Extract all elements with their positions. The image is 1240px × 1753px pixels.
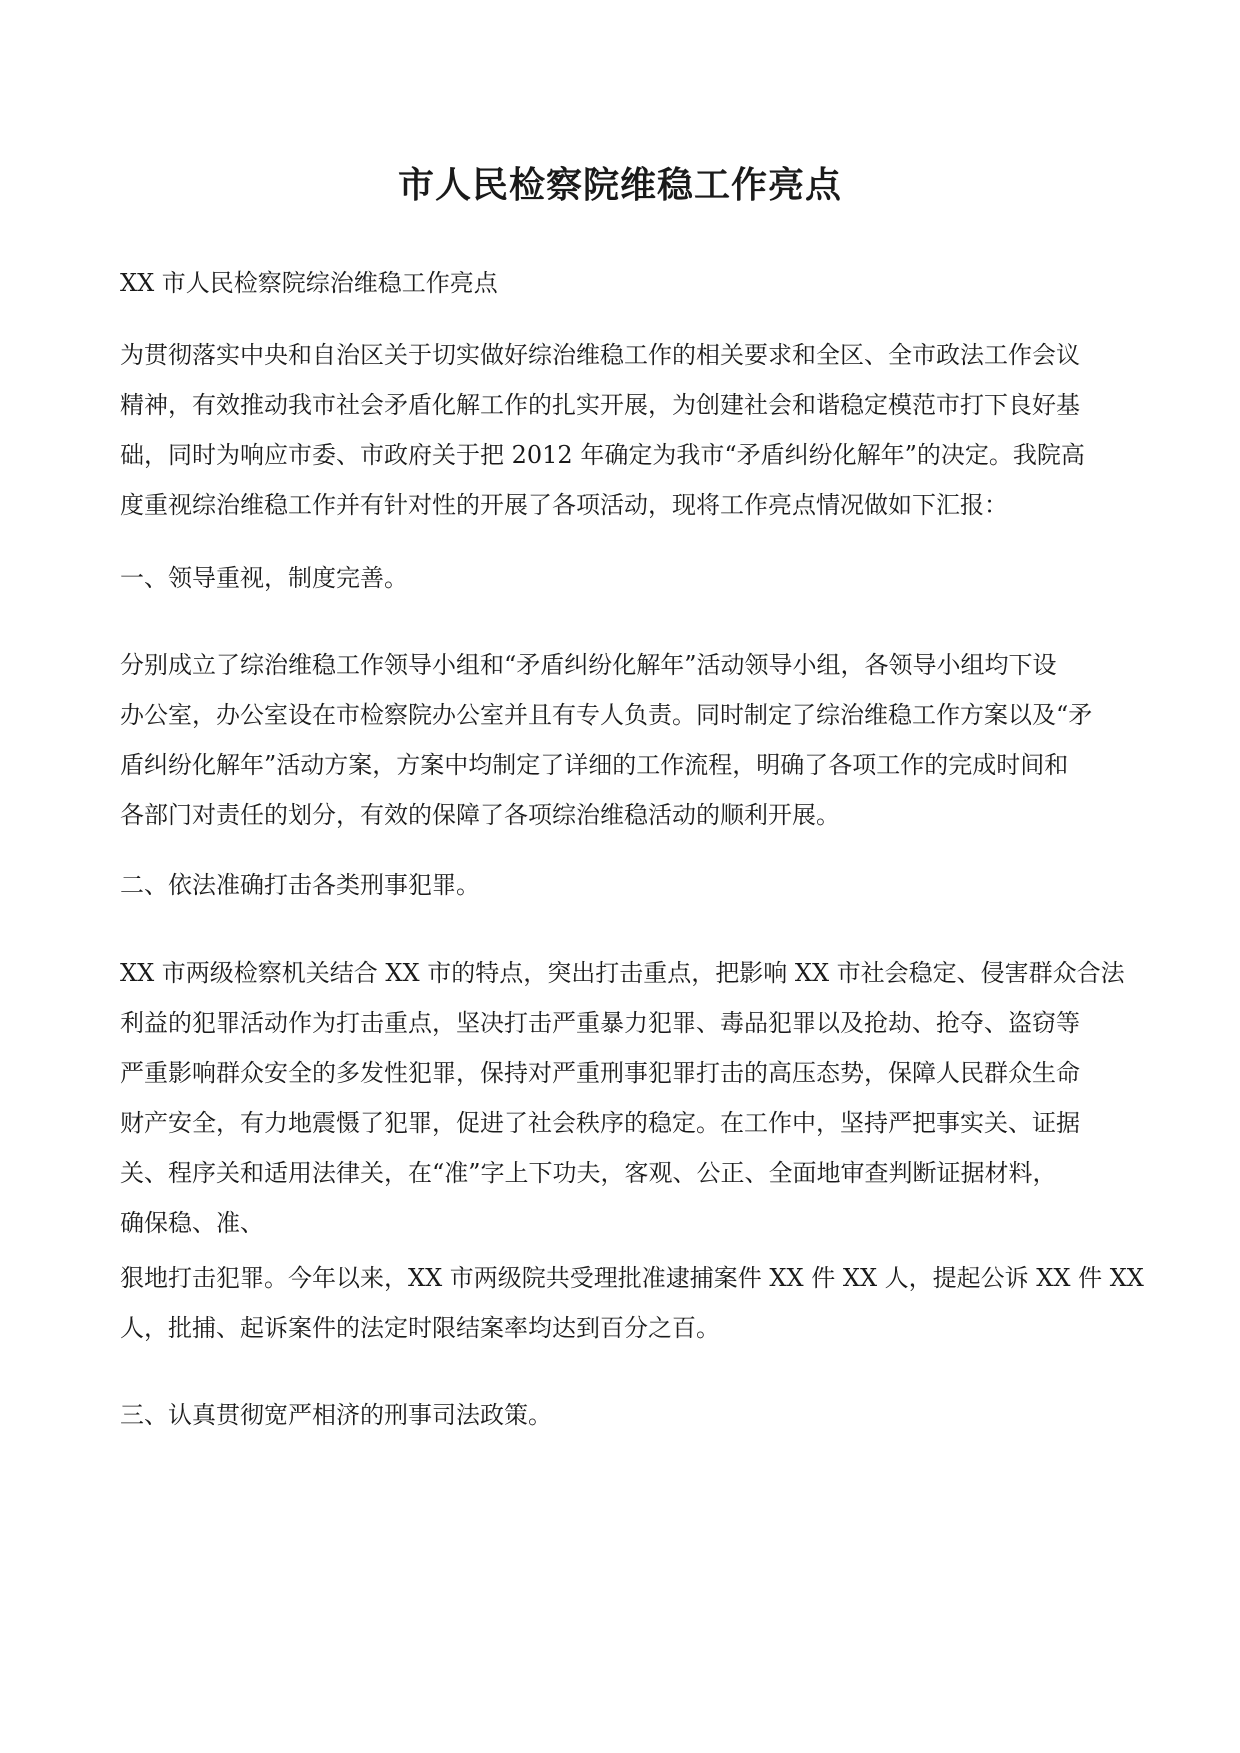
intro-paragraph	[120, 330, 1122, 530]
paragraph-line: 严重影响群众安全的多发性犯罪，保持对严重刑事犯罪打击的高压态势，保障人民群众生命	[120, 1059, 1080, 1087]
paragraph-line: 度重视综治维稳工作并有针对性的开展了各项活动，现将工作亮点情况做如下汇报：	[120, 491, 1008, 519]
paragraph-line: 精神，有效推动我市社会矛盾化解工作的扎实开展，为创建社会和谐稳定模范市打下良好基	[120, 391, 1080, 419]
paragraph-line: 盾纠纷化解年”活动方案，方案中均制定了详细的工作流程，明确了各项工作的完成时间和	[120, 751, 1069, 779]
paragraph-line: 人，批捕、起诉案件的法定时限结案率均达到百分之百。	[120, 1314, 720, 1342]
section3-heading: 三、认真贯彻宽严相济的刑事司法政策。	[120, 1401, 552, 1429]
section3-heading-block	[120, 1390, 1122, 1440]
paragraph-line: 确保稳、准、	[120, 1209, 264, 1237]
section1-heading: 一、领导重视，制度完善。	[120, 564, 408, 592]
section2-continued-paragraph	[120, 1253, 1144, 1353]
section1-paragraph	[120, 640, 1122, 840]
paragraph-line: 关、程序关和适用法律关，在“准”字上下功夫，客观、公正、全面地审查判断证据材料，	[120, 1159, 1057, 1187]
paragraph-line: 础，同时为响应市委、市政府关于把 2012 年确定为我市“矛盾纠纷化解年”的决定。我院高	[120, 441, 1085, 469]
paragraph-line: 各部门对责任的划分，有效的保障了各项综治维稳活动的顺利开展。	[120, 801, 840, 829]
document-title: 市人民检察院维稳工作亮点	[397, 164, 842, 206]
paragraph-line: 办公室，办公室设在市检察院办公室并且有专人负责。同时制定了综治维稳工作方案以及“矛	[120, 701, 1093, 729]
section2-heading-block	[120, 860, 1122, 910]
paragraph-line: 为贯彻落实中央和自治区关于切实做好综治维稳工作的相关要求和全区、全市政法工作会议	[120, 341, 1080, 369]
paragraph-line: XX 市两级检察机关结合 XX 市的特点，突出打击重点，把影响 XX 市社会稳定、侵害群众合法	[120, 959, 1125, 987]
paragraph-line: 狠地打击犯罪。今年以来，XX 市两级院共受理批准逮捕案件 XX 件 XX 人，提起公诉 XX 件 XX	[120, 1264, 1144, 1292]
subtitle-line: XX 市人民检察院综治维稳工作亮点	[120, 269, 498, 297]
section2-heading: 二、依法准确打击各类刑事犯罪。	[120, 871, 480, 899]
paragraph-line: 利益的犯罪活动作为打击重点，坚决打击严重暴力犯罪、毒品犯罪以及抢劫、抢夺、盗窃等	[120, 1009, 1080, 1037]
section2-paragraph	[120, 948, 1125, 1248]
section1-heading-block	[120, 553, 1122, 603]
paragraph-line: 财产安全，有力地震慑了犯罪，促进了社会秩序的稳定。在工作中，坚持严把事实关、证据	[120, 1109, 1080, 1137]
paragraph-line: 分别成立了综治维稳工作领导小组和“矛盾纠纷化解年”活动领导小组，各领导小组均下设	[120, 651, 1057, 679]
document-subtitle	[120, 258, 1122, 308]
